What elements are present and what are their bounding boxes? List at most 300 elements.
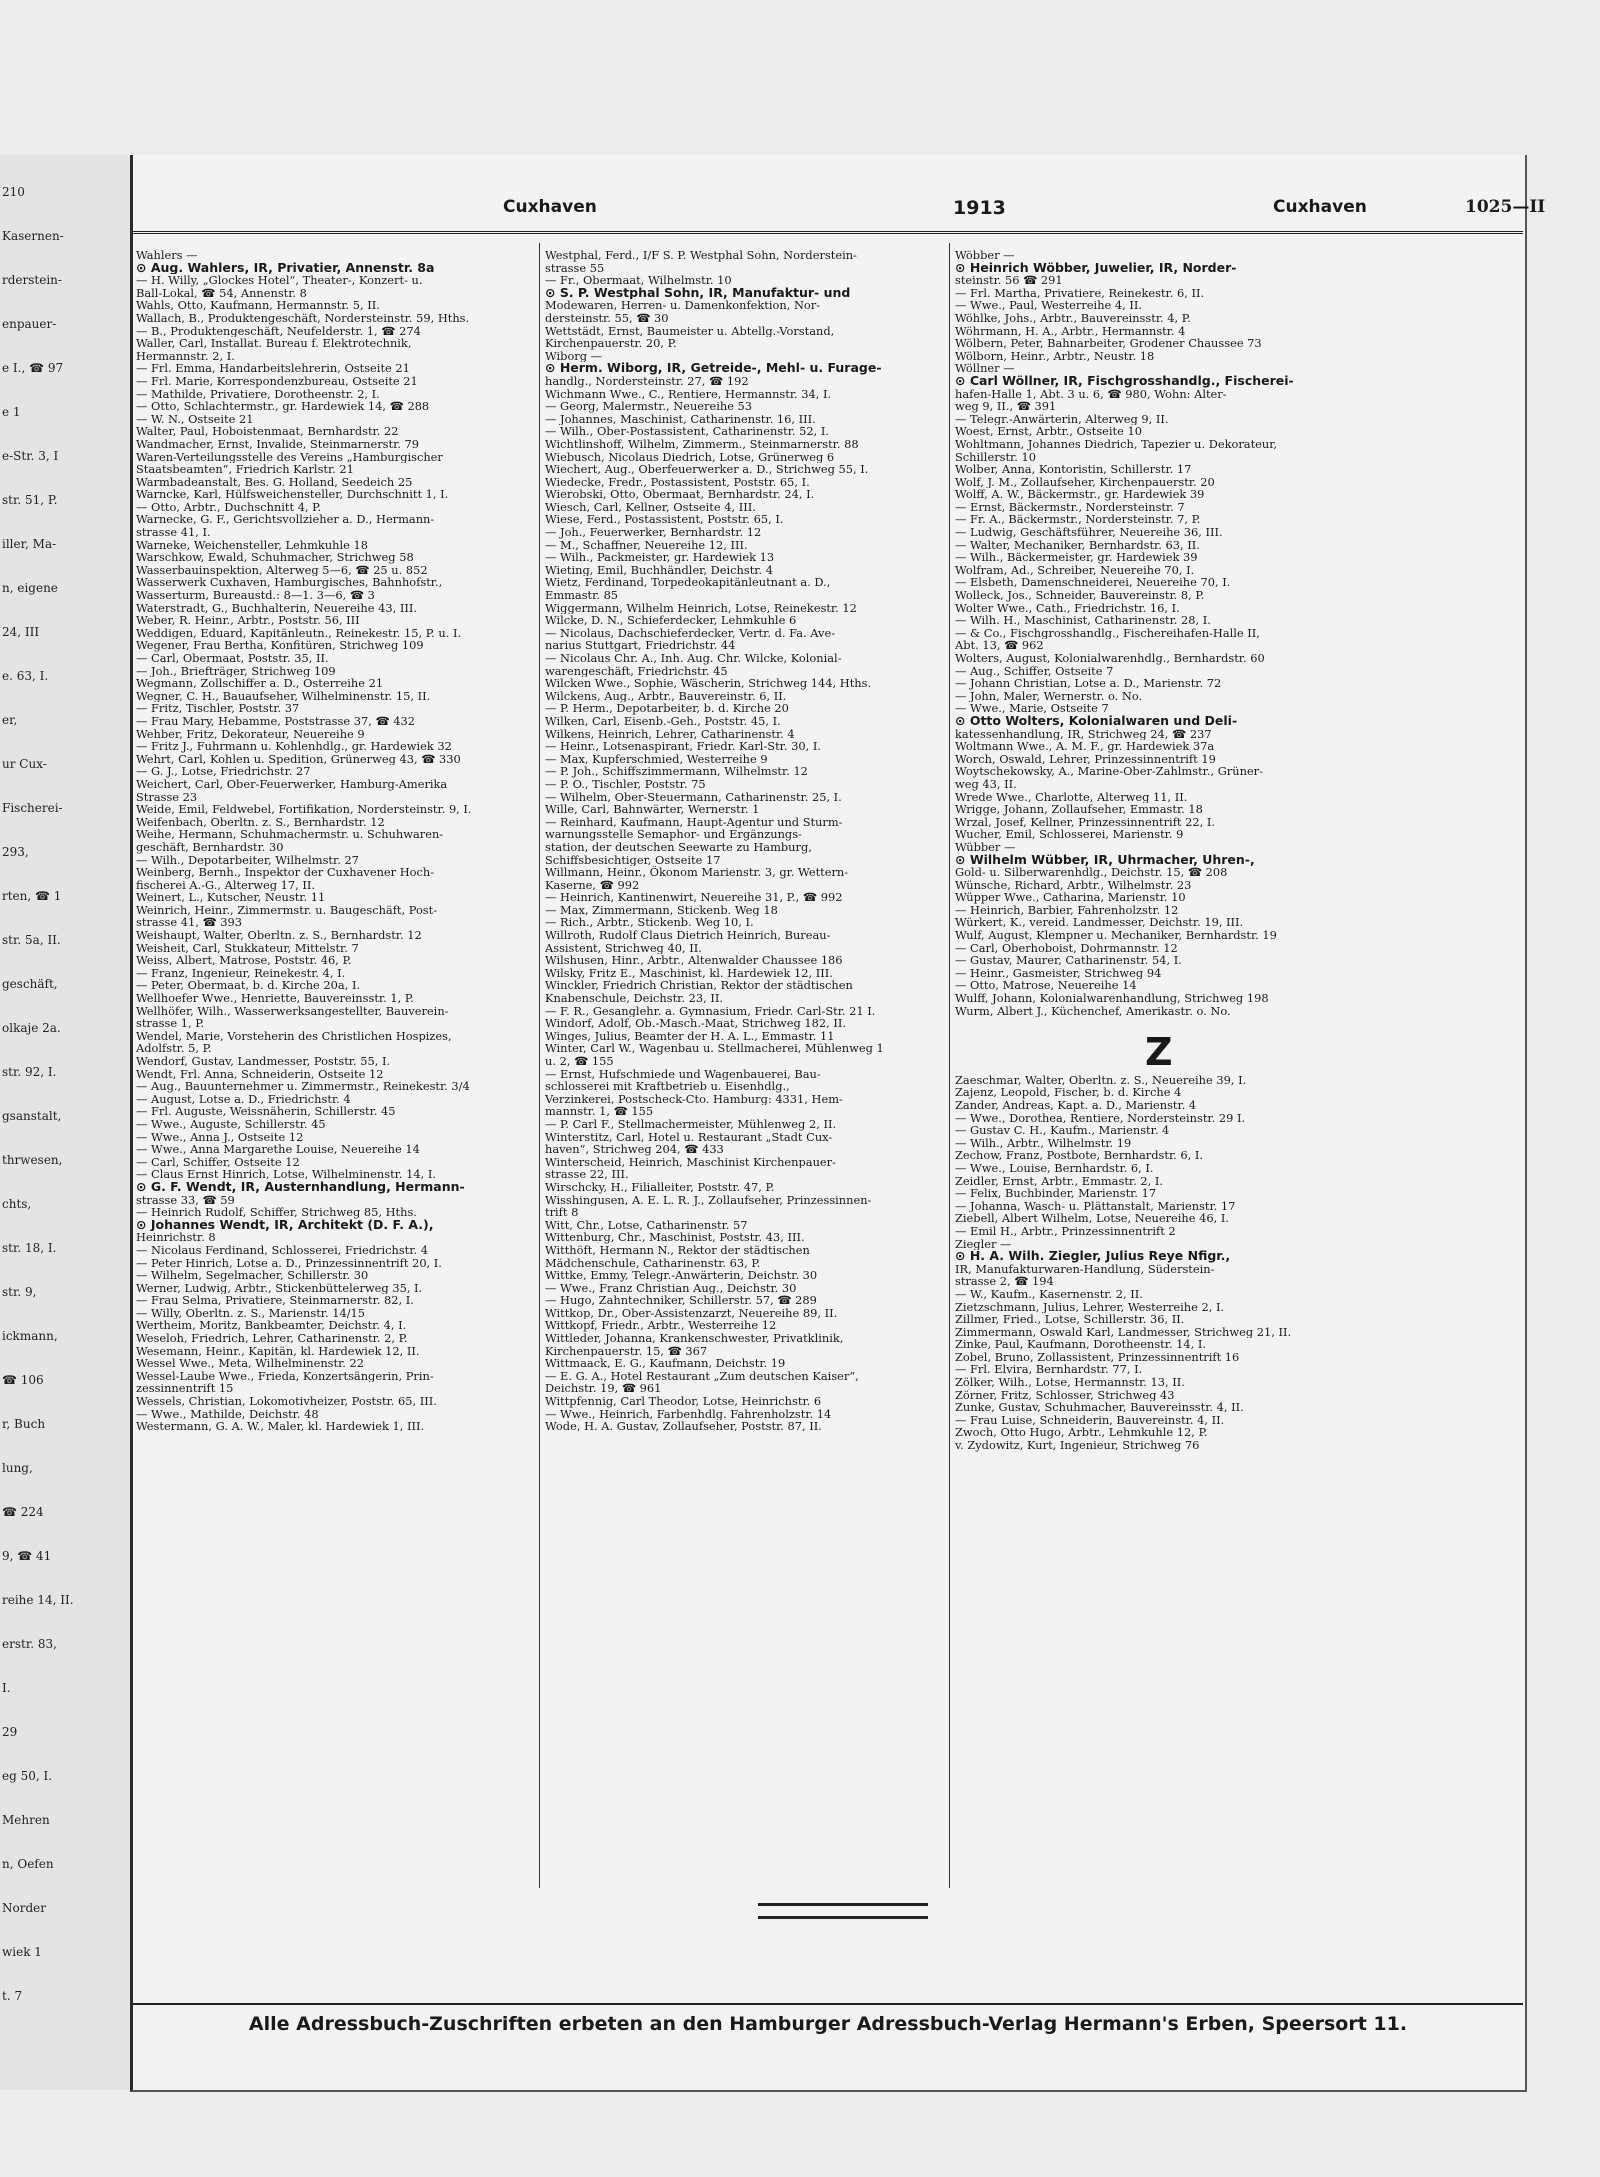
directory-entry: — Fr. A., Bäckermstr., Nordersteinstr. 7, P.: [955, 513, 1201, 527]
directory-page: [130, 155, 1546, 2092]
directory-entry: Zechow, Franz, Postbote, Bernhardstr. 6, I.: [955, 1149, 1203, 1162]
directory-entry: Westermann, G. A. W., Maler, kl. Hardewiek 1, III.: [136, 1420, 425, 1433]
directory-entry: — Franz, Ingenieur, Reinekestr. 4, I.: [136, 966, 346, 980]
directory-entry: Wöhrmann, H. A., Arbtr., Hermannstr. 4: [955, 324, 1186, 338]
directory-entry: Wehrt, Carl, Kohlen u. Spedition, Grünerweg 43, ☎ 330: [136, 752, 461, 766]
directory-entry: Warnecke, G. F., Gerichtsvollzieher a. D., Hermann-: [136, 513, 435, 527]
directory-entry: Wertheim, Moritz, Bankbeamter, Deichstr. 4, I.: [136, 1319, 407, 1333]
directory-entry: Kirchenpauerstr. 15, ☎ 367: [545, 1344, 708, 1358]
directory-entry: Wessel Wwe., Meta, Wilhelminenstr. 22: [136, 1357, 365, 1370]
directory-entry: Wrzal, Josef, Kellner, Prinzessinnentrift 22, I.: [955, 815, 1215, 829]
directory-entry: ⊙ Heinrich Wöbber, Juwelier, IR, Norder-: [955, 261, 1237, 275]
directory-entry: IR, Manufakturwaren-Handlung, Süderstein-: [955, 1262, 1215, 1276]
directory-entry: — Felix, Buchbinder, Marienstr. 17: [955, 1187, 1157, 1200]
directory-entry: — Heinr., Lotsenaspirant, Friedr. Karl-Str. 30, I.: [545, 740, 821, 753]
publisher-footer: Alle Adressbuch-Zuschriften erbeten an den Hamburger Adressbuch-Verlag Hermann's Erben, Speersort 11.: [248, 2013, 1408, 2035]
directory-entry: Wisshingusen, A. E. L. R. J., Zollaufseher, Prinzessinnen-: [545, 1193, 872, 1207]
page-header: [223, 197, 1600, 227]
previous-page-fragment: str. 9,: [2, 1285, 37, 1299]
directory-entry: — B., Produktengeschäft, Neufelderstr. 1, ☎ 274: [136, 324, 421, 338]
previous-page-fragment: 24, III: [2, 625, 40, 639]
previous-page-fragment: 29: [2, 1725, 18, 1739]
directory-entry: — Carl, Schiffer, Ostseite 12: [136, 1155, 300, 1169]
directory-entry: Würkert, K., vereid. Landmesser, Deichstr. 19, III.: [955, 916, 1244, 930]
previous-page-fragment: wiek 1: [2, 1945, 42, 1959]
directory-entry: Wolf, J. M., Zollaufseher, Kirchenpauerstr. 20: [955, 475, 1215, 489]
directory-entry: — W., Kaufm., Kasernenstr. 2, II.: [955, 1287, 1143, 1301]
directory-entry: Wichtlinshoff, Wilhelm, Zimmerm., Steinmarnerstr. 88: [545, 437, 859, 451]
directory-entry: — Fritz J., Fuhrmann u. Kohlenhdlg., gr. Hardewiek 32: [136, 740, 452, 753]
directory-entry: haven“, Strichweg 204, ☎ 433: [545, 1143, 724, 1156]
previous-page-fragment: e. 63, I.: [2, 669, 49, 683]
directory-entry: Wellhöfer, Wilh., Wasserwerksangestellter, Bauverein-: [136, 1004, 449, 1018]
directory-entry: — Carl, Obermaat, Poststr. 35, II.: [136, 652, 329, 665]
directory-entry: Ziegler —: [955, 1237, 1012, 1251]
directory-entry: — Max, Kupferschmied, Westerreihe 9: [545, 752, 768, 766]
directory-entry: mannstr. 1, ☎ 155: [545, 1105, 654, 1118]
directory-entry: — Wilhelm, Ober-Steuermann, Catharinenstr. 25, I.: [545, 790, 842, 804]
previous-page-fragment: n, eigene: [2, 581, 58, 595]
previous-page-fragment: eg 50, I.: [2, 1769, 53, 1783]
previous-page-fragment: rderstein-: [2, 273, 62, 287]
directory-entry: Kaserne, ☎ 992: [545, 878, 640, 892]
directory-entry: — Hugo, Zahntechniker, Schillerstr. 57, ☎ 289: [545, 1294, 817, 1307]
directory-entry: Wübber —: [955, 840, 1016, 854]
directory-entry: Emmastr. 85: [545, 589, 619, 602]
directory-entry: [955, 1017, 1341, 1030]
column-3: [955, 249, 1341, 1452]
directory-entry: — Frl. Emma, Handarbeitslehrerin, Ostseite 21: [136, 362, 410, 375]
directory-entry: schlosserei mit Kraftbetrieb u. Eisenhdlg.,: [545, 1080, 790, 1093]
directory-entry: Waller, Carl, Installat. Bureau f. Elektrotechnik,: [136, 337, 412, 350]
directory-entry: — Max, Zimmermann, Stickenb. Weg 18: [545, 903, 778, 917]
directory-entry: Abt. 13, ☎ 962: [955, 639, 1044, 652]
directory-entry: Wiborg —: [545, 349, 603, 363]
previous-page-fragment: 293,: [2, 845, 29, 859]
directory-entry: Schiffsbesichtiger, Ostseite 17: [545, 853, 721, 867]
directory-entry: strasse 33, ☎ 59: [136, 1193, 235, 1207]
directory-entry: — Wwe., Franz Christian Aug., Deichstr. 30: [545, 1281, 797, 1295]
directory-entry: — Walter, Mechaniker, Bernhardstr. 63, II.: [955, 538, 1200, 552]
directory-entry: Wöbber —: [955, 249, 1015, 262]
directory-entry: ⊙ Otto Wolters, Kolonialwaren und Deli-: [955, 714, 1238, 728]
directory-entry: — Telegr.-Anwärterin, Alterweg 9, II.: [955, 412, 1169, 426]
directory-entry: ⊙ Wilhelm Wübber, IR, Uhrmacher, Uhren-,: [955, 853, 1255, 867]
directory-entry: — Otto, Schlachtermstr., gr. Hardewiek 14, ☎ 288: [136, 400, 430, 413]
directory-entry: Wichmann Wwe., C., Rentiere, Hermannstr. 34, I.: [545, 387, 832, 401]
previous-page-fragment: chts,: [2, 1197, 32, 1211]
directory-entry: Wilcke, D. N., Schieferdecker, Lehmkuhle 6: [545, 614, 797, 627]
directory-entry: Willroth, Rudolf Claus Dietrich Heinrich, Bureau-: [545, 929, 831, 942]
directory-entry: Weddigen, Eduard, Kapitänleutn., Reinekestr. 15, P. u. I.: [136, 626, 462, 640]
directory-entry: Zeidler, Ernst, Arbtr., Emmastr. 2, I.: [955, 1174, 1163, 1188]
directory-entry: Wiese, Ferd., Postassistent, Poststr. 65, I.: [545, 513, 784, 527]
directory-entry: Wessels, Christian, Lokomotivheizer, Poststr. 65, III.: [136, 1395, 437, 1408]
directory-entry: — Heinrich, Barbier, Fahrenholzstr. 12: [955, 903, 1179, 917]
directory-entry: — P. Joh., Schiffszimmermann, Wilhelmstr. 12: [545, 765, 808, 778]
directory-entry: Zobel, Bruno, Zollassistent, Prinzessinnentrift 16: [955, 1350, 1240, 1364]
directory-entry: Witthöft, Hermann N., Rektor der städtischen: [545, 1243, 810, 1257]
directory-entry: — Frl. Elvira, Bernhardstr. 77, I.: [955, 1363, 1143, 1377]
directory-entry: ⊙ Johannes Wendt, IR, Architekt (D. F. A.),: [136, 1218, 434, 1232]
directory-entry: — Fritz, Tischler, Poststr. 37: [136, 702, 300, 715]
previous-page-fragment: Mehren: [2, 1813, 50, 1827]
column-divider-1: [539, 243, 540, 1888]
previous-page-fragment: r, Buch: [2, 1417, 46, 1431]
directory-entry: — Wwe., Anna J., Ostseite 12: [136, 1130, 304, 1144]
directory-entry: Wölbern, Peter, Bahnarbeiter, Grodener Chaussee 73: [955, 337, 1262, 350]
directory-entry: steinstr. 56 ☎ 291: [955, 274, 1063, 287]
previous-page-fragment: Fischerei-: [2, 801, 63, 815]
directory-entry: Zwoch, Otto Hugo, Arbtr., Lehmkuhle 12, P.: [955, 1426, 1208, 1440]
header-year: 1913: [953, 197, 1006, 219]
directory-entry: Wittkopf, Friedr., Arbtr., Westerreihe 12: [545, 1319, 777, 1333]
previous-page-fragment: I.: [2, 1681, 11, 1695]
directory-entry: Westphal, Ferd., I/F S. P. Westphal Sohn, Norderstein-: [545, 249, 857, 262]
directory-entry: weg 43, II.: [955, 777, 1017, 791]
directory-entry: Wittpfennig, Carl Theodor, Lotse, Heinrichstr. 6: [545, 1395, 822, 1408]
previous-page-edge: [0, 155, 142, 2090]
directory-entry: ⊙ G. F. Wendt, IR, Austernhandlung, Hermann-: [136, 1180, 465, 1194]
directory-entry: — Georg, Malermstr., Neuereihe 53: [545, 400, 753, 413]
directory-entry: — Frl. Marie, Korrespondenzbureau, Ostseite 21: [136, 374, 418, 388]
directory-entry: Knabenschule, Deichstr. 23, II.: [545, 992, 723, 1005]
header-city-right: Cuxhaven: [1273, 197, 1367, 217]
directory-entry: strasse 22, III.: [545, 1168, 629, 1181]
previous-page-fragment: e-Str. 3, I: [2, 449, 59, 463]
directory-entry: Heinrichstr. 8: [136, 1231, 216, 1244]
directory-entry: Gold- u. Silberwarenhdlg., Deichstr. 15, ☎ 208: [955, 866, 1228, 879]
directory-entry: Weishaupt, Walter, Oberltn. z. S., Bernhardstr. 12: [136, 929, 422, 942]
directory-entry: katessenhandlung, IR, Strichweg 24, ☎ 237: [955, 727, 1212, 741]
directory-entry: Wendel, Marie, Vorsteherin des Christlichen Hospizes,: [136, 1029, 452, 1043]
directory-entry: Zörner, Fritz, Schlosser, Strichweg 43: [955, 1388, 1175, 1402]
directory-entry: — Heinrich Rudolf, Schiffer, Strichweg 85, Hths.: [136, 1206, 417, 1219]
previous-page-fragment: rten, ☎ 1: [2, 889, 62, 903]
directory-entry: Wiedecke, Fredr., Postassistent, Poststr. 65, I.: [545, 475, 810, 489]
header-rule: [133, 231, 1523, 234]
previous-page-fragment: thrwesen,: [2, 1153, 63, 1167]
directory-entry: — Carl, Oberhoboist, Dohrmannstr. 12: [955, 941, 1178, 955]
directory-entry: dersteinstr. 55, ☎ 30: [545, 311, 669, 325]
directory-entry: Wirschcky, H., Filialleiter, Poststr. 47, P.: [545, 1180, 775, 1194]
directory-entry: — W. N., Ostseite 21: [136, 412, 254, 426]
directory-entry: Wohltmann, Johannes Diedrich, Tapezier u. Dekorateur,: [955, 437, 1278, 451]
directory-entry: Weide, Emil, Feldwebel, Fortifikation, Nordersteinstr. 9, I.: [136, 803, 472, 816]
directory-entry: Wegmann, Zollschiffer a. D., Osterreihe 21: [136, 677, 384, 690]
directory-entry: Wilken, Carl, Eisenb.-Geh., Poststr. 45, I.: [545, 714, 781, 728]
directory-entry: — Frl. Martha, Privatiere, Reinekestr. 6, II.: [955, 286, 1205, 300]
directory-entry: Weinert, L., Kutscher, Neustr. 11: [136, 891, 326, 904]
directory-entry: — Nicolaus Ferdinand, Schlosserei, Friedrichstr. 4: [136, 1243, 428, 1257]
directory-entry: strasse 41, ☎ 393: [136, 916, 242, 930]
directory-entry: zessinnentrift 15: [136, 1382, 234, 1396]
previous-page-fragment: Kasernen-: [2, 229, 64, 243]
previous-page-fragment: ur Cux-: [2, 757, 47, 771]
directory-entry: — Heinr., Gasmeister, Strichweg 94: [955, 966, 1162, 980]
directory-entry: Wahlers —: [136, 249, 198, 262]
directory-entry: Strasse 23: [136, 790, 198, 804]
directory-entry: Wittenburg, Chr., Maschinist, Poststr. 43, III.: [545, 1231, 805, 1244]
directory-entry: Wiebusch, Nicolaus Diedrich, Lotse, Grünerweg 6: [545, 450, 835, 464]
directory-entry: Wölborn, Heinr., Arbtr., Neustr. 18: [955, 349, 1155, 363]
previous-page-fragment: enpauer-: [2, 317, 57, 331]
directory-entry: — Frau Selma, Privatiere, Steinmarnerstr. 82, I.: [136, 1294, 414, 1307]
directory-entry: Hermannstr. 2, I.: [136, 349, 235, 363]
directory-entry: — Mathilde, Privatiere, Dorotheenstr. 2, I.: [136, 387, 380, 401]
directory-entry: Weseloh, Friedrich, Lehrer, Catharinenstr. 2, P.: [136, 1332, 408, 1345]
directory-entry: Ziebell, Albert Wilhelm, Lotse, Neuereihe 46, I.: [955, 1212, 1229, 1225]
directory-entry: Wöhlke, Johs., Arbtr., Bauvereinsstr. 4, P.: [955, 311, 1191, 325]
directory-entry: — Wwe., Marie, Ostseite 7: [955, 702, 1109, 715]
directory-entry: trift 8: [545, 1206, 579, 1219]
directory-entry: Wolter Wwe., Cath., Friedrichstr. 16, I.: [955, 601, 1180, 615]
directory-entry: — Wilhelm, Segelmacher, Schillerstr. 30: [136, 1269, 369, 1282]
directory-entry: — Emil H., Arbtr., Prinzessinnentrift 2: [955, 1224, 1176, 1238]
directory-entry: Wendorf, Gustav, Landmesser, Poststr. 55, I.: [136, 1055, 391, 1068]
directory-entry: — Johanna, Wasch- u. Plättanstalt, Marienstr. 17: [955, 1199, 1236, 1213]
directory-entry: Wettstädt, Ernst, Baumeister u. Abtellg.-Vorstand,: [545, 324, 835, 338]
directory-entry: Wille, Carl, Bahnwärter, Wernerstr. 1: [545, 803, 760, 816]
previous-page-fragment: ☎ 224: [2, 1505, 44, 1519]
directory-entry: Woest, Ernst, Arbtr., Ostseite 10: [955, 425, 1142, 438]
directory-entry: Wandmacher, Ernst, Invalide, Steinmarnerstr. 79: [136, 437, 420, 451]
directory-entry: Werner, Ludwig, Arbtr., Stickenbüttelerweg 35, I.: [136, 1281, 423, 1295]
directory-entry: Zinke, Paul, Kaufmann, Dorotheenstr. 14, I.: [955, 1338, 1207, 1351]
directory-entry: Wasserturm, Bureaustd.: 8—1. 3—6, ☎ 3: [136, 589, 375, 602]
directory-entry: — John, Maler, Wernerstr. o. No.: [955, 689, 1143, 703]
column-2: [545, 249, 945, 1433]
previous-page-fragment: lung,: [2, 1461, 33, 1475]
directory-entry: Wasserbauinspektion, Alterweg 5—6, ☎ 25 u. 852: [136, 563, 428, 577]
directory-entry: — G. J., Lotse, Friedrichstr. 27: [136, 765, 311, 778]
previous-page-fragment: reihe 14, II.: [2, 1593, 74, 1607]
directory-entry: Wierobski, Otto, Obermaat, Bernhardstr. 24, I.: [545, 488, 815, 501]
directory-entry: Zimmermann, Oswald Karl, Landmesser, Strichweg 21, II.: [955, 1325, 1292, 1339]
directory-entry: Woytschekowsky, A., Marine-Ober-Zahlmstr., Grüner-: [955, 765, 1263, 778]
directory-entry: handlg., Nordersteinstr. 27, ☎ 192: [545, 374, 749, 388]
directory-entry: ⊙ S. P. Westphal Sohn, IR, Manufaktur- und: [545, 286, 851, 300]
directory-entry: Winckler, Friedrich Christian, Rektor der städtischen: [545, 979, 853, 993]
directory-entry: — Elsbeth, Damenschneiderei, Neuereihe 70, I.: [955, 576, 1231, 590]
directory-entry: Wietz, Ferdinand, Torpedeokapitänleutnant a. D.,: [545, 576, 831, 590]
directory-entry: — Aug., Bauunternehmer u. Zimmermstr., Reinekestr. 3/4: [136, 1080, 470, 1093]
directory-entry: — Wwe., Heinrich, Farbenhdlg. Fahrenholzstr. 14: [545, 1407, 832, 1421]
directory-entry: — Wwe., Louise, Bernhardstr. 6, I.: [955, 1161, 1154, 1175]
directory-entry: Weihe, Hermann, Schuhmachermstr. u. Schuhwaren-: [136, 828, 444, 841]
directory-entry: — Nicolaus, Dachschieferdecker, Vertr. d. Fa. Ave-: [545, 626, 836, 640]
previous-page-fragment: erstr. 83,: [2, 1637, 57, 1651]
directory-entry: — Wilh., Ober-Postassistent, Catharinenstr. 52, I.: [545, 425, 830, 438]
directory-entry: — Gustav, Maurer, Catharinenstr. 54, I.: [955, 954, 1182, 967]
previous-page-fragment: ickmann,: [2, 1329, 58, 1343]
directory-entry: Warschkow, Ewald, Schuhmacher, Strichweg 58: [136, 551, 414, 564]
directory-entry: Wünsche, Richard, Arbtr., Wilhelmstr. 23: [955, 878, 1192, 892]
directory-entry: — Wilh. H., Maschinist, Catharinenstr. 28, I.: [955, 614, 1211, 627]
directory-entry: — Claus Ernst Hinrich, Lotse, Wilhelminenstr. 14, I.: [136, 1168, 436, 1181]
directory-entry: — P. Herm., Depotarbeiter, b. d. Kirche 20: [545, 702, 789, 715]
directory-entry: — Wilh., Depotarbeiter, Wilhelmstr. 27: [136, 853, 359, 867]
directory-entry: Witt, Chr., Lotse, Catharinenstr. 57: [545, 1218, 748, 1232]
directory-entry: Wolters, August, Kolonialwarenhdlg., Bernhardstr. 60: [955, 652, 1265, 665]
directory-entry: station, der deutschen Seewarte zu Hamburg,: [545, 840, 812, 854]
directory-entry: Weber, R. Heinr., Arbtr., Poststr. 56, III: [136, 614, 360, 627]
previous-page-fragment: e I., ☎ 97: [2, 361, 64, 375]
previous-page-fragment: olkaje 2a.: [2, 1021, 61, 1035]
directory-entry: Wulff, Johann, Kolonialwarenhandlung, Strichweg 198: [955, 992, 1269, 1005]
directory-entry: Zölker, Wilh., Lotse, Hermannstr. 13, II.: [955, 1376, 1185, 1389]
directory-entry: — Ernst, Hufschmiede und Wagenbauerei, Bau-: [545, 1067, 821, 1081]
directory-entry: — Wilh., Bäckermeister, gr. Hardewiek 39: [955, 551, 1198, 564]
directory-entry: Wahls, Otto, Kaufmann, Hermannstr. 5, II.: [136, 299, 380, 312]
directory-entry: Deichstr. 19, ☎ 961: [545, 1382, 662, 1396]
directory-entry: — Ludwig, Geschäftsführer, Neuereihe 36, III.: [955, 526, 1223, 539]
letter-section-heading: Z: [1145, 1029, 1173, 1074]
directory-entry: — Frl. Auguste, Weissnäherin, Schillerstr. 45: [136, 1105, 396, 1118]
directory-entry: — Wilh., Arbtr., Wilhelmstr. 19: [955, 1136, 1132, 1150]
directory-entry: ⊙ Aug. Wahlers, IR, Privatier, Annenstr. 8a: [136, 261, 435, 275]
directory-entry: — Wwe., Anna Margarethe Louise, Neuereihe 14: [136, 1143, 420, 1156]
directory-entry: strasse 2, ☎ 194: [955, 1275, 1054, 1288]
directory-entry: Wolber, Anna, Kontoristin, Schillerstr. 17: [955, 463, 1192, 476]
directory-entry: — Wwe., Dorothea, Rentiere, Nordersteinstr. 29 I.: [955, 1111, 1246, 1125]
directory-entry: Warneke, Weichensteller, Lehmkuhle 18: [136, 538, 369, 552]
directory-entry: — Frau Luise, Schneiderin, Bauvereinstr. 4, II.: [955, 1413, 1225, 1427]
directory-entry: Wiechert, Aug., Oberfeuerwerker a. D., Strichweg 55, I.: [545, 463, 869, 476]
directory-entry: — M., Schaffner, Neuereihe 12, III.: [545, 538, 748, 552]
directory-entry: Winter, Carl W., Wagenbau u. Stellmacherei, Mühlenweg 1: [545, 1042, 884, 1055]
directory-entry: Weisheit, Carl, Stukkateur, Mittelstr. 7: [136, 941, 359, 955]
directory-entry: Weinberg, Bernh., Inspektor der Cuxhavener Hoch-: [136, 866, 435, 879]
directory-entry: Wasserwerk Cuxhaven, Hamburgisches, Bahnhofstr.,: [136, 576, 443, 590]
directory-entry: — P. O., Tischler, Poststr. 75: [545, 777, 706, 791]
directory-entry: Wurm, Albert J., Küchenchef, Amerikastr. o. No.: [955, 1004, 1231, 1018]
directory-entry: Adolfstr. 5, P.: [136, 1042, 212, 1055]
directory-entry: weg 9, II., ☎ 391: [955, 400, 1057, 413]
directory-entry: Kirchenpauerstr. 20, P.: [545, 337, 677, 350]
directory-entry: ⊙ Herm. Wiborg, IR, Getreide-, Mehl- u. Furage-: [545, 362, 882, 375]
previous-page-fragment: str. 51, P.: [2, 493, 58, 507]
directory-entry: — Johannes, Maschinist, Catharinenstr. 16, III.: [545, 412, 816, 426]
directory-entry: — Nicolaus Chr. A., Inh. Aug. Chr. Wilcke, Kolonial-: [545, 652, 842, 665]
directory-entry: — P. Carl F., Stellmachermeister, Mühlenweg 2, II.: [545, 1117, 837, 1131]
directory-entry: Wittke, Emmy, Telegr.-Anwärterin, Deichstr. 30: [545, 1269, 818, 1282]
directory-entry: — Wwe., Mathilde, Deichstr. 48: [136, 1407, 319, 1421]
directory-entry: — Peter, Obermaat, b. d. Kirche 20a, I.: [136, 979, 361, 993]
directory-entry: ⊙ H. A. Wilh. Ziegler, Julius Reye Nfigr.,: [955, 1250, 1231, 1263]
directory-entry: Wegener, Frau Bertha, Konfitüren, Strichweg 109: [136, 639, 424, 652]
previous-page-fragment: t. 7: [2, 1989, 23, 2003]
end-of-section-mark: [758, 1903, 928, 1919]
directory-entry: Wrigge, Johann, Zollaufseher, Emmastr. 18: [955, 803, 1203, 816]
directory-entry: Wegner, C. H., Bauaufseher, Wilhelminenstr. 15, II.: [136, 689, 431, 703]
directory-entry: warnungsstelle Semaphor- und Ergänzungs-: [545, 828, 802, 841]
directory-entry: Warmbadeanstalt, Bes. G. Holland, Seedeich 25: [136, 475, 413, 489]
directory-entry: Wiggermann, Wilhelm Heinrich, Lotse, Reinekestr. 12: [545, 601, 857, 615]
directory-entry: — Rich., Arbtr., Stickenb. Weg 10, I.: [545, 916, 754, 930]
directory-entry: — Reinhard, Kaufmann, Haupt-Agentur und Sturm-: [545, 815, 843, 829]
directory-entry: Wilckens, Aug., Arbtr., Bauvereinstr. 6, II.: [545, 689, 787, 703]
directory-entry: — & Co., Fischgrosshandlg., Fischereihafen-Halle II,: [955, 626, 1260, 640]
directory-entry: fischerei A.-G., Alterweg 17, II.: [136, 878, 315, 892]
directory-entry: Wilshusen, Hinr., Arbtr., Altenwalder Chaussee 186: [545, 954, 843, 967]
directory-entry: — Otto, Arbtr., Duchschnitt 4, P.: [136, 500, 322, 514]
directory-entry: — Frau Mary, Hebamme, Poststrasse 37, ☎ 432: [136, 714, 415, 728]
directory-entry: hafen-Halle 1, Abt. 3 u. 6, ☎ 980, Wohn: Alter-: [955, 387, 1227, 401]
directory-entry: Weiss, Albert, Matrose, Poststr. 46, P.: [136, 954, 352, 967]
directory-entry: Wittleder, Johanna, Krankenschwester, Privatklinik,: [545, 1332, 844, 1345]
header-page-number: 1025—II: [1465, 197, 1546, 217]
directory-entry: Warncke, Karl, Hülfsweichensteller, Durchschnitt 1, I.: [136, 488, 449, 501]
directory-entry: Wilsky, Fritz E., Maschinist, kl. Hardewiek 12, III.: [545, 966, 833, 980]
directory-entry: Wöllner —: [955, 362, 1015, 375]
directory-entry: Waren-Verteilungsstelle des Vereins „Hamburgischer: [136, 450, 443, 464]
directory-entry: Zander, Andreas, Kapt. a. D., Marienstr. 4: [955, 1099, 1197, 1112]
footer-rule: [133, 2003, 1523, 2005]
previous-page-fragment: Norder: [2, 1901, 46, 1915]
directory-entry: narius Stuttgart, Friedrichstr. 44: [545, 639, 736, 652]
directory-entry: — Peter Hinrich, Lotse a. D., Prinzessinnentrift 20, I.: [136, 1256, 442, 1270]
previous-page-fragment: 210: [2, 185, 25, 199]
directory-entry: Winges, Julius, Beamter der H. A. L., Emmastr. 11: [545, 1029, 835, 1043]
directory-entry: Wrede Wwe., Charlotte, Alterweg 11, II.: [955, 790, 1188, 804]
header-city-left: Cuxhaven: [503, 197, 597, 217]
directory-entry: Waterstradt, G., Buchhalterin, Neuereihe 43, III.: [136, 601, 417, 615]
previous-page-fragment: e 1: [2, 405, 21, 419]
directory-entry: Windorf, Adolf, Ob.-Masch.-Maat, Strichweg 182, II.: [545, 1017, 847, 1030]
previous-page-fragment: n, Oefen: [2, 1857, 54, 1871]
directory-entry: Wolfram, Ad., Schreiber, Neuereihe 70, I.: [955, 563, 1195, 577]
directory-entry: — Johann Christian, Lotse a. D., Marienstr. 72: [955, 677, 1222, 690]
directory-entry: warengeschäft, Friedrichstr. 45: [545, 664, 728, 678]
directory-entry: ⊙ Carl Wöllner, IR, Fischgrosshandlg., Fischerei-: [955, 374, 1294, 388]
directory-entry: Wilkens, Heinrich, Lehrer, Catharinenstr. 4: [545, 727, 795, 741]
directory-entry: Zillmer, Fried., Lotse, Schillerstr. 36, II.: [955, 1313, 1185, 1326]
directory-entry: Ball-Lokal, ☎ 54, Annenstr. 8: [136, 286, 307, 300]
directory-entry: Wolff, A. W., Bäckermstr., gr. Hardewiek 39: [955, 488, 1205, 501]
directory-entry: Zaeschmar, Walter, Oberltn. z. S., Neuereihe 39, I.: [955, 1073, 1247, 1087]
directory-entry: — Heinrich, Kantinenwirt, Neuereihe 31, P., ☎ 992: [545, 891, 843, 904]
previous-page-fragment: geschäft,: [2, 977, 58, 991]
directory-entry: — Willy, Oberltn. z. S., Marienstr. 14/15: [136, 1306, 366, 1320]
directory-entry: Wolleck, Jos., Schneider, Bauvereinstr. 8, P.: [955, 589, 1205, 602]
directory-entry: Wittkop, Dr., Ober-Assistenzarzt, Neuereihe 89, II.: [545, 1306, 838, 1320]
directory-entry: Wieting, Emil, Buchhändler, Deichstr. 4: [545, 563, 773, 577]
directory-entry: strasse 1, P.: [136, 1017, 205, 1030]
directory-entry: Verzinkerei, Postscheck-Cto. Hamburg: 4331, Hem-: [545, 1092, 843, 1106]
directory-entry: — Ernst, Bäckermstr., Nordersteinstr. 7: [955, 500, 1185, 514]
directory-entry: strasse 55: [545, 261, 605, 275]
previous-page-fragment: str. 92, I.: [2, 1065, 57, 1079]
directory-entry: Wittmaack, E. G., Kaufmann, Deichstr. 19: [545, 1357, 786, 1370]
directory-entry: Wilcken Wwe., Sophie, Wäscherin, Strichweg 144, Hths.: [545, 677, 872, 690]
column-1: [136, 249, 536, 1433]
directory-entry: — Aug., Schiffer, Ostseite 7: [955, 664, 1114, 678]
directory-entry: Schillerstr. 10: [955, 450, 1036, 464]
directory-entry: Worch, Oswald, Lehrer, Prinzessinnentrift 19: [955, 752, 1216, 766]
directory-entry: Walter, Paul, Hoboistenmaat, Bernhardstr. 22: [136, 425, 399, 438]
previous-page-fragment: er,: [2, 713, 18, 727]
directory-entry: Weinrich, Heinr., Zimmermstr. u. Baugeschäft, Post-: [136, 903, 438, 917]
directory-entry: Zietzschmann, Julius, Lehrer, Westerreihe 2, I.: [955, 1300, 1225, 1314]
directory-entry: Wucher, Emil, Schlosserei, Marienstr. 9: [955, 828, 1184, 841]
directory-entry: — Fr., Obermaat, Wilhelmstr. 10: [545, 274, 732, 287]
directory-entry: — H. Willy, „Glockes Hotel“, Theater-, Konzert- u.: [136, 274, 423, 287]
directory-entry: — Wwe., Auguste, Schillerstr. 45: [136, 1117, 326, 1131]
previous-page-fragment: 9, ☎ 41: [2, 1549, 52, 1563]
directory-entry: — Gustav C. H., Kaufm., Marienstr. 4: [955, 1124, 1170, 1137]
directory-entry: Wesemann, Heinr., Kapitän, kl. Hardewiek 12, II.: [136, 1344, 420, 1358]
